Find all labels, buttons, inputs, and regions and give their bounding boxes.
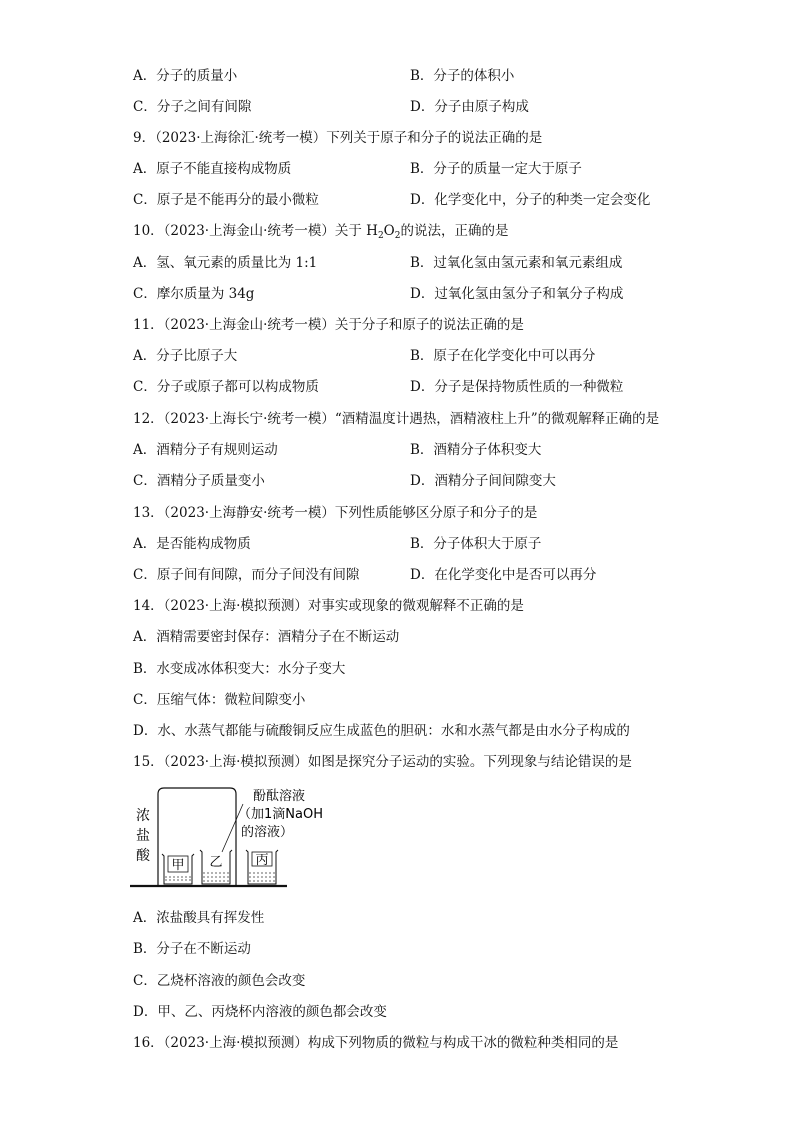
- q10-option-a[interactable]: A．氢、氧元素的质量比为 1:1: [133, 255, 318, 271]
- q11-stem: 11．（2023·上海金山·统考一模）关于分子和原子的说法正确的是: [133, 317, 524, 333]
- q13-option-d[interactable]: D．在化学变化中是否可以再分: [410, 567, 597, 583]
- q8-option-d[interactable]: D．分子由原子构成: [410, 99, 529, 115]
- q9-option-b[interactable]: B．分子的质量一定大于原子: [410, 161, 582, 177]
- phenolphthalein-label-1: 酚酞溶液: [253, 789, 306, 804]
- q8-option-c[interactable]: C．分子之间有间隙: [133, 99, 252, 115]
- q14-option-c[interactable]: C．压缩气体：微粒间隙变小: [133, 692, 306, 708]
- q15-option-c[interactable]: C．乙烧杯溶液的颜色会改变: [133, 973, 306, 989]
- q8-option-a[interactable]: A．分子的质量小: [133, 68, 238, 84]
- q13-option-b[interactable]: B．分子体积大于原子: [410, 536, 542, 552]
- q15-option-d[interactable]: D．甲、乙、丙烧杯内溶液的颜色都会改变: [133, 1004, 387, 1020]
- q9-option-c[interactable]: C．原子是不能再分的最小微粒: [133, 192, 319, 208]
- q15-option-a[interactable]: A．浓盐酸具有挥发性: [133, 910, 265, 926]
- phenolphthalein-label-2: （加1滴NaOH: [238, 807, 323, 822]
- q8-option-b[interactable]: B．分子的体积小: [410, 68, 515, 84]
- molecule-motion-experiment-diagram: [130, 784, 330, 894]
- q16-stem: 16．（2023·上海·模拟预测）构成下列物质的微粒与构成干冰的微粒种类相同的是: [133, 1035, 619, 1051]
- beaker-bing-label: 丙: [255, 853, 269, 868]
- q10-stem: [133, 222, 508, 245]
- q9-option-a[interactable]: A．原子不能直接构成物质: [133, 161, 292, 177]
- q14-option-b[interactable]: B．水变成冰体积变大：水分子变大: [133, 661, 346, 677]
- q10-option-c[interactable]: C．摩尔质量为 34g: [133, 286, 255, 302]
- q13-option-a[interactable]: A．是否能构成物质: [133, 536, 251, 552]
- q10-stem-sub2: 2: [394, 231, 401, 241]
- phenolphthalein-label-3: 的溶液）: [241, 825, 294, 840]
- q13-option-c[interactable]: C．原子间有间隙，而分子间没有间隙: [133, 567, 360, 583]
- q9-option-d[interactable]: D．化学变化中，分子的种类一定会变化: [410, 192, 651, 208]
- q10-stem-mid: O: [383, 223, 395, 239]
- q13-stem: 13．（2023·上海静安·统考一模）下列性质能够区分原子和分子的是: [133, 505, 538, 521]
- q12-option-d[interactable]: D．酒精分子间间隙变大: [410, 473, 556, 489]
- q11-option-b[interactable]: B．原子在化学变化中可以再分: [410, 348, 596, 364]
- q14-option-a[interactable]: A．酒精需要密封保存：酒精分子在不断运动: [133, 629, 400, 645]
- q10-stem-sub1: 2: [377, 231, 384, 241]
- conc-hcl-label-1: 浓: [136, 808, 150, 824]
- q11-option-c[interactable]: C．分子或原子都可以构成物质: [133, 379, 319, 395]
- q10-option-b[interactable]: B．过氧化氢由氢元素和氧元素组成: [410, 255, 623, 271]
- q15-stem: 15．（2023·上海·模拟预测）如图是探究分子运动的实验。下列现象与结论错误的是: [133, 754, 632, 770]
- conc-hcl-label-2: 盐: [136, 828, 150, 844]
- q10-stem-post: 的说法，正确的是: [400, 223, 509, 239]
- q15-option-b[interactable]: B．分子在不断运动: [133, 941, 251, 957]
- beaker-jia-label: 甲: [171, 858, 185, 873]
- q14-stem: 14．（2023·上海·模拟预测）对事实或现象的微观解释不正确的是: [133, 598, 524, 614]
- conc-hcl-label-3: 酸: [136, 848, 150, 864]
- q10-option-d[interactable]: D．过氧化氢由氢分子和氧分子构成: [410, 286, 624, 302]
- q12-option-b[interactable]: B．酒精分子体积变大: [410, 442, 542, 458]
- q10-stem-pre: 10．（2023·上海金山·统考一模）关于 H: [133, 223, 378, 239]
- q14-option-d[interactable]: D．水、水蒸气都能与硫酸铜反应生成蓝色的胆矾：水和水蒸气都是由水分子构成的: [133, 723, 630, 739]
- q11-option-d[interactable]: D．分子是保持物质性质的一种微粒: [410, 379, 624, 395]
- q11-option-a[interactable]: A．分子比原子大: [133, 348, 238, 364]
- q12-option-a[interactable]: A．酒精分子有规则运动: [133, 442, 278, 458]
- beaker-yi-label: 乙: [209, 855, 223, 870]
- q12-option-c[interactable]: C．酒精分子质量变小: [133, 473, 265, 489]
- q9-stem: 9．（2023·上海徐汇·统考一模）下列关于原子和分子的说法正确的是: [133, 130, 543, 146]
- q12-stem: 12．（2023·上海长宁·统考一模）“酒精温度计遇热，酒精液柱上升”的微观解释正确的是: [133, 411, 660, 427]
